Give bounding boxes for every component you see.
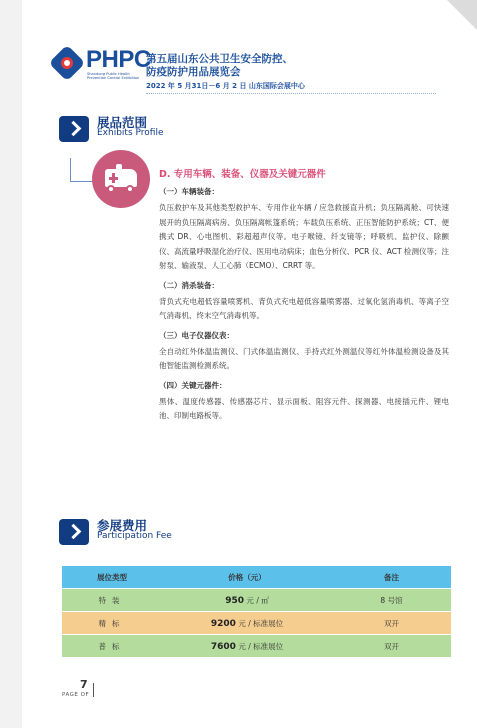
exhibits-subtitle: Exhibits Profile — [97, 128, 164, 138]
table-row — [62, 612, 451, 635]
booth-type: 精标 — [62, 612, 162, 635]
table-header-row — [62, 566, 451, 589]
brochure-page — [22, 0, 477, 728]
price-unit: 元 / 标准展位 — [235, 641, 284, 651]
table-row — [62, 635, 451, 658]
section-text: 全自动红外体温监测仪、门式体温监测仪、手持式红外测温仪等红外体温检测设备及其他智能监测检测系统。 — [159, 346, 449, 370]
section-disinfection — [159, 280, 449, 324]
booth-note: 双开 — [332, 612, 451, 635]
logo-mark-icon — [49, 45, 86, 82]
exhibits-content — [159, 166, 449, 424]
booth-price — [162, 635, 332, 658]
price-value: 7600 — [210, 641, 236, 652]
page-of-label: PAGE OF — [62, 692, 90, 698]
page-divider — [93, 683, 94, 697]
page-number: 7 — [80, 678, 88, 691]
booth-note: 8 号馆 — [332, 589, 451, 612]
fee-table — [62, 566, 451, 658]
event-title-line1: 第五届山东公共卫生安全防控、 — [146, 53, 293, 65]
price-value: 9200 — [210, 618, 236, 629]
price-unit: 元 / ㎡ — [244, 595, 269, 605]
price-value: 950 — [225, 595, 245, 606]
column-header: 备注 — [332, 566, 451, 589]
header-divider — [146, 93, 436, 94]
section-text: 黑体、温度传感器、传感器芯片、显示面板、阻容元件、探测器、电接插元件、锂电池、印制电路板等。 — [159, 396, 449, 420]
logo-subtitle: Shandong Public Health Prevention Control Exhibition — [87, 72, 140, 81]
section-vehicles — [159, 186, 449, 274]
section-heading: （一）车辆装备： — [159, 187, 219, 196]
ambulance-icon — [92, 150, 150, 208]
event-date: 2022 年 5 月31日－6 月 2 日 山东国际会展中心 — [146, 82, 305, 90]
category-title: D. 专用车辆、装备、仪器及关键元器件 — [159, 169, 326, 180]
section-heading: （四）关键元器件： — [159, 380, 227, 390]
section-text: 负压救护车及其他类型救护车、专用作业车辆 / 应急救援直升机；负压隔离舱、可快速展开的负压隔离病房、负压隔离帐篷系统；车载负压系统、正压智能防护系统；CT、便携式 DR、心电图机、彩超超声仪等。电子喉镜、纤支镜等；呼吸机、监护仪、除颤仪、高流量呼吸湿化治疗仪、医用电动病床；血色分析仪、PCR 仪、ACT 检测仪等；注射泵、输液泵、人工心肺（ECMO）、CRRT 等。 — [159, 203, 449, 270]
booth-type: 特装 — [62, 589, 162, 612]
section-instruments — [159, 330, 449, 374]
booth-type: 普标 — [62, 635, 162, 658]
section-heading: （三）电子仪器仪表： — [159, 330, 234, 340]
fee-title: 参展费用 — [97, 518, 148, 533]
price-unit: 元 / 标准展位 — [235, 618, 284, 628]
table-row — [62, 589, 451, 612]
page-corner-fold — [447, 0, 477, 30]
exhibits-title: 展品范围 — [97, 115, 148, 130]
section-text: 背负式充电超低容量喷雾机、背负式充电超低容量喷雾器、过氧化氢消毒机、等离子空气消毒机、终末空气消毒机等。 — [159, 296, 449, 320]
fee-subtitle: Participation Fee — [97, 531, 172, 541]
event-title — [146, 53, 336, 79]
chevron-right-icon — [59, 116, 89, 142]
event-title-line2: 防疫防护用品展览会 — [146, 66, 241, 78]
column-header: 价格（元） — [162, 566, 332, 589]
column-header: 展位类型 — [62, 566, 162, 589]
booth-price — [162, 589, 332, 612]
logo-text: PHPC — [86, 46, 151, 73]
section-heading: （二）消杀装备： — [159, 280, 219, 290]
chevron-right-icon — [59, 519, 89, 545]
booth-note: 双开 — [332, 635, 451, 658]
section-components — [159, 380, 449, 424]
booth-price — [162, 612, 332, 635]
